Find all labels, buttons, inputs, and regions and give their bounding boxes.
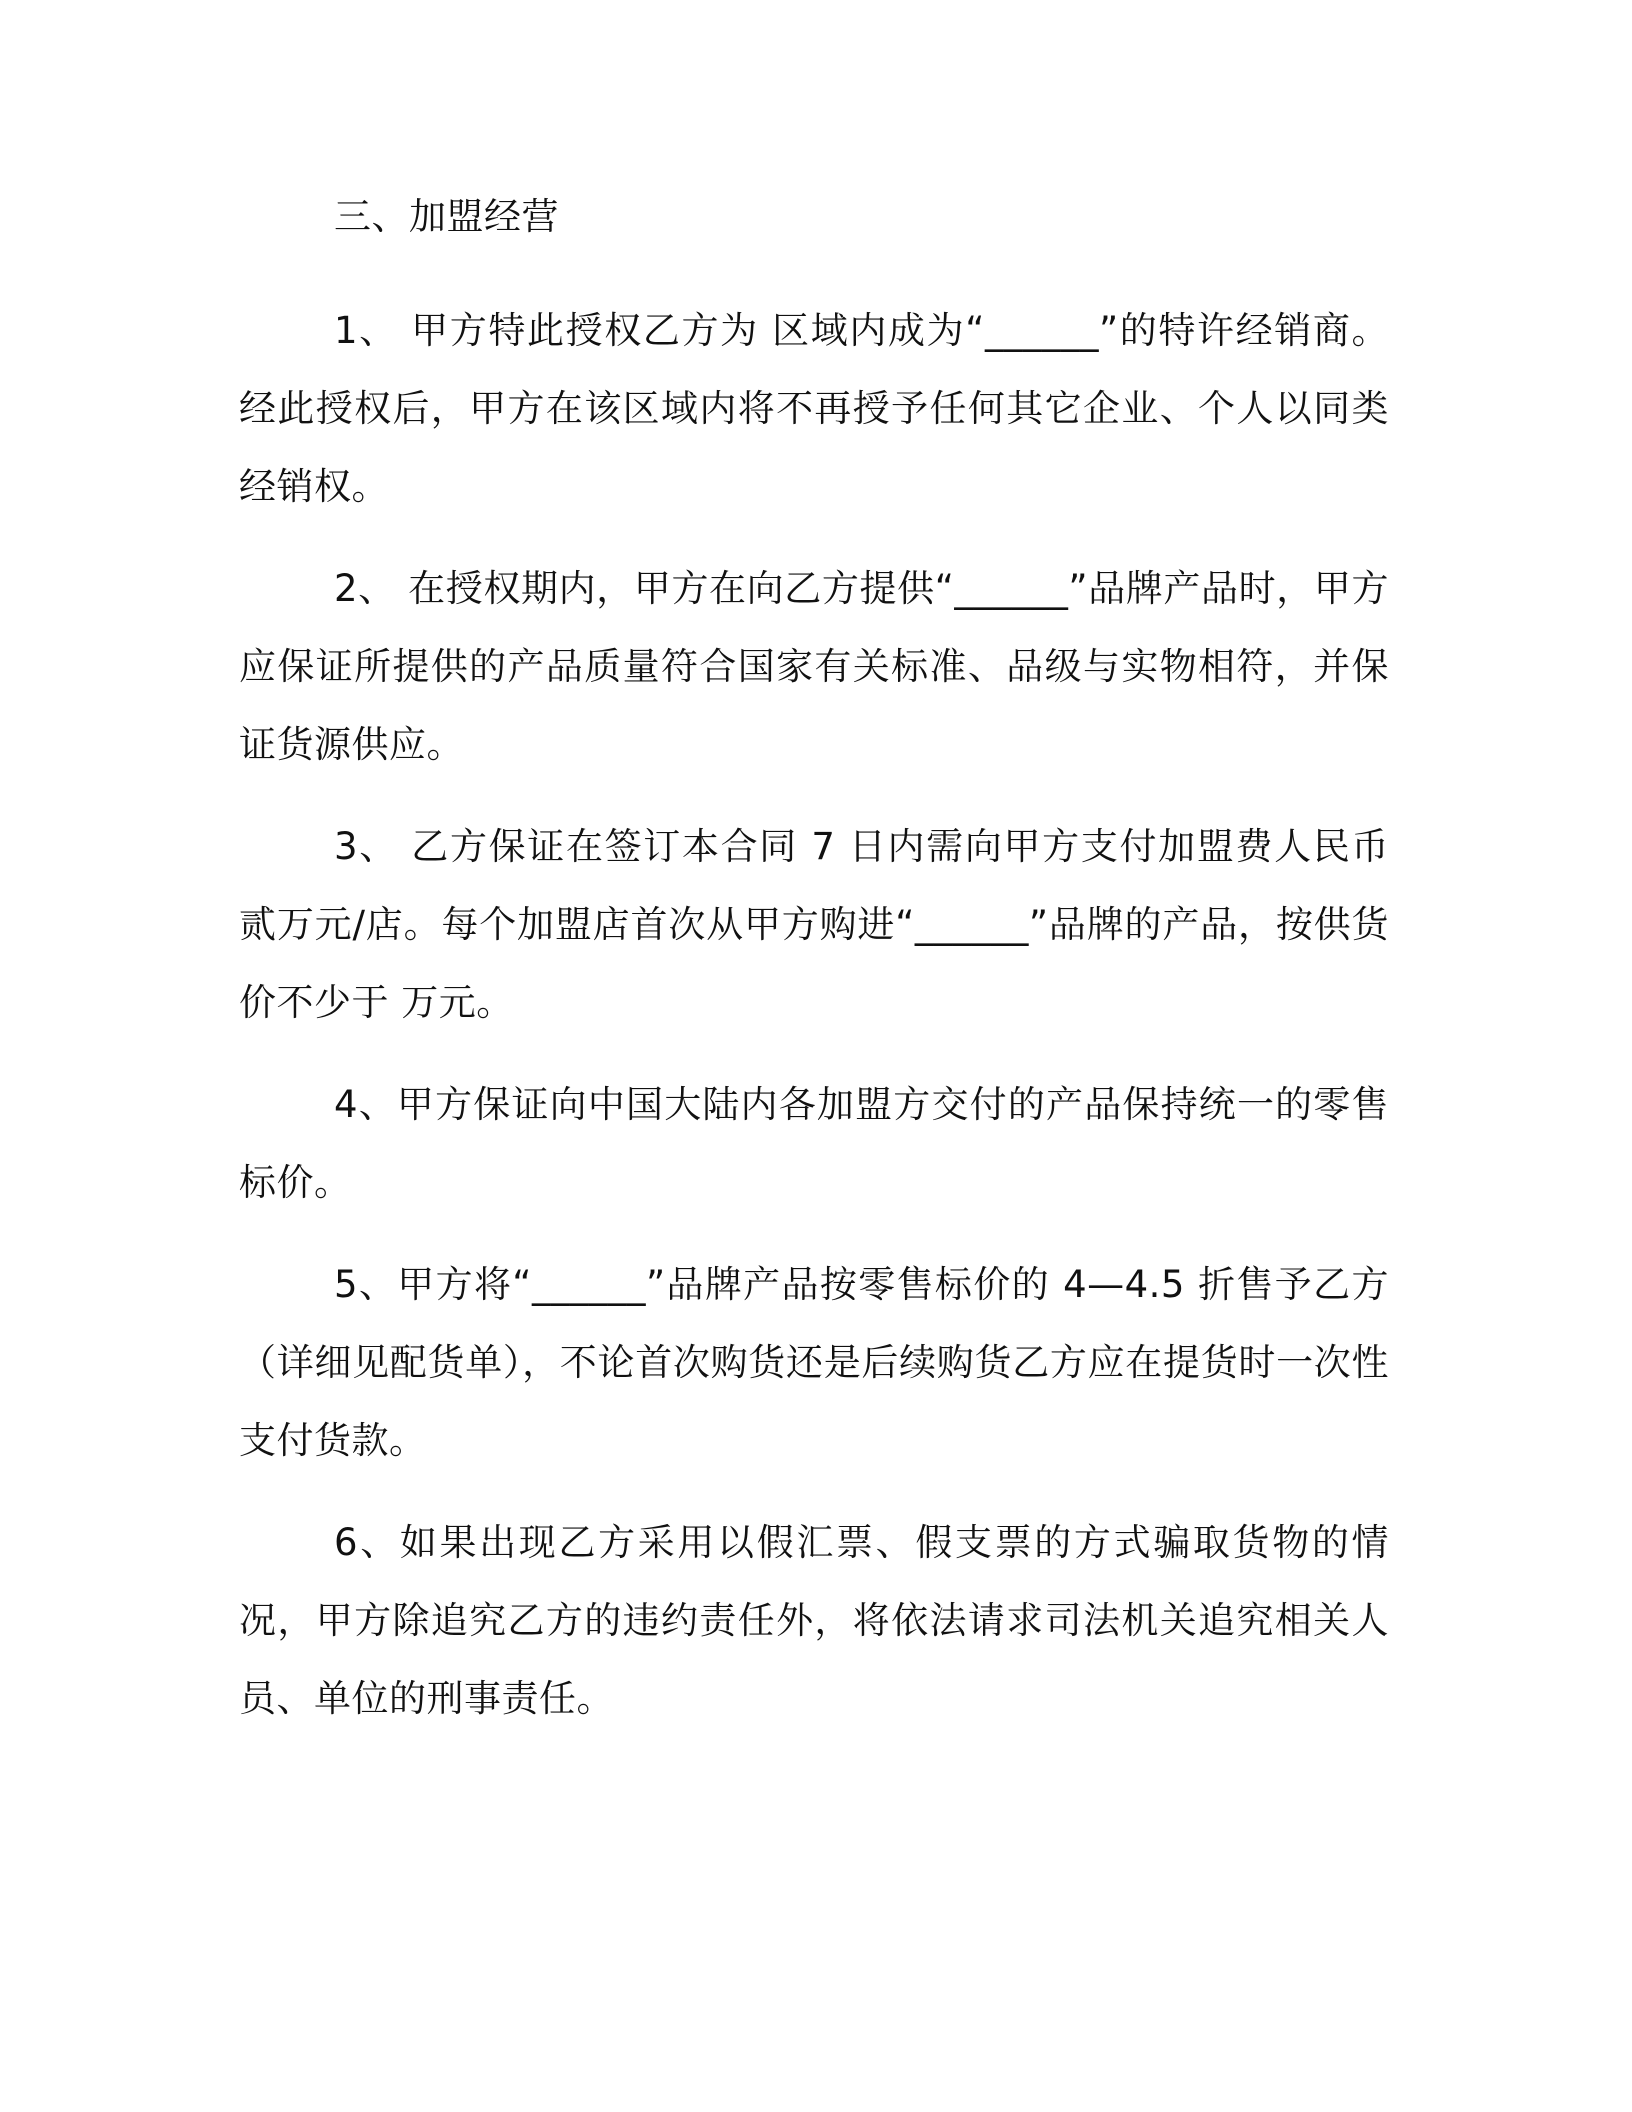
- document-body: [239, 186, 1389, 1762]
- clause-3: 3、 乙方保证在签订本合同 7 日内需向甲方支付加盟费人民币贰万元/店。每个加盟店首次从甲方购进“______”品牌的产品，按供货价不少于 万元。: [239, 825, 1389, 1024]
- section-heading: 三、加盟经营: [334, 195, 559, 238]
- clause-5: 5、甲方将“______”品牌产品按零售标价的 4—4.5 折售予乙方（详细见配货单），不论首次购货还是后续购货乙方应在提货时一次性支付货款。: [239, 1263, 1389, 1462]
- clause-6: 6、如果出现乙方采用以假汇票、假支票的方式骗取货物的情况，甲方除追究乙方的违约责任外，将依法请求司法机关追究相关人员、单位的刑事责任。: [239, 1521, 1389, 1720]
- clause-1: 1、 甲方特此授权乙方为 区域内成为“______”的特许经销商。经此授权后，甲方在该区域内将不再授予任何其它企业、个人以同类经销权。: [239, 309, 1389, 508]
- clause-4: 4、甲方保证向中国大陆内各加盟方交付的产品保持统一的零售标价。: [239, 1083, 1389, 1204]
- clause-2: 2、 在授权期内，甲方在向乙方提供“______”品牌产品时，甲方应保证所提供的产品质量符合国家有关标准、品级与实物相符，并保证货源供应。: [239, 567, 1389, 766]
